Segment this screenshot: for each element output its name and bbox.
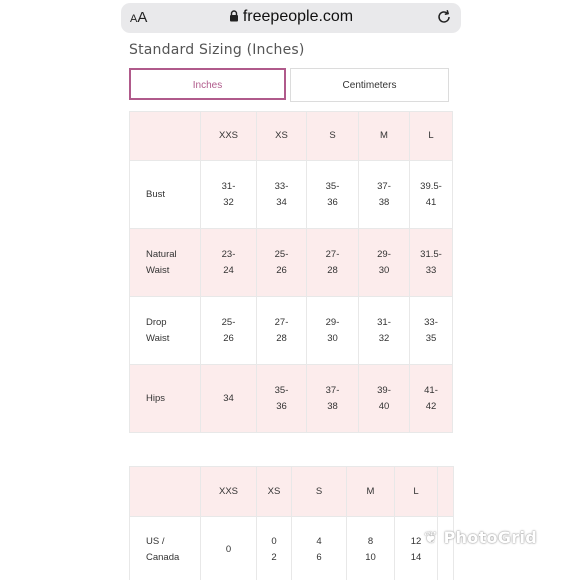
table-cell: 23- 24 <box>201 229 257 297</box>
url-text: freepeople.com <box>242 8 354 25</box>
phone-screen <box>110 0 470 580</box>
table-cell: 33- 34 <box>257 161 307 229</box>
size-header: S <box>307 112 359 161</box>
table-cell: 8 10 <box>347 517 395 580</box>
size-header: XS <box>257 112 307 161</box>
browser-address-bar[interactable] <box>121 3 461 33</box>
row-label: Natural Waist <box>130 229 201 297</box>
table-cell: 35- 36 <box>307 161 359 229</box>
size-header: M <box>359 112 410 161</box>
table-cell: 35- 36 <box>257 365 307 433</box>
reload-icon[interactable] <box>436 9 452 30</box>
table-cell: 4 6 <box>292 517 347 580</box>
header-empty-cell <box>130 112 201 161</box>
table-cell: 33- 35 <box>410 297 453 365</box>
table-cell: 31- 32 <box>201 161 257 229</box>
table-cell: 27- 28 <box>257 297 307 365</box>
size-header: XS <box>257 467 292 517</box>
size-header <box>438 467 454 517</box>
table-cell: 34 <box>201 365 257 433</box>
table-row <box>130 365 453 433</box>
page-title: Standard Sizing (Inches) <box>129 42 305 58</box>
table-cell <box>438 517 454 580</box>
table-cell: 37- 38 <box>359 161 410 229</box>
table-header-row <box>130 112 453 161</box>
table-cell: 29- 30 <box>307 297 359 365</box>
table-cell: 37- 38 <box>307 365 359 433</box>
table-cell: 31.5- 33 <box>410 229 453 297</box>
table-cell: 41- 42 <box>410 365 453 433</box>
size-conversion-table <box>129 466 454 580</box>
lock-icon <box>229 9 239 27</box>
row-label: US / Canada <box>130 517 201 580</box>
table-cell: 39- 40 <box>359 365 410 433</box>
table-row <box>130 517 454 580</box>
size-header: XXS <box>201 467 257 517</box>
table-cell: 0 2 <box>257 517 292 580</box>
photogrid-watermark: ❦ PhotoGrid <box>424 528 538 547</box>
row-label: Bust <box>130 161 201 229</box>
size-header: S <box>292 467 347 517</box>
table-row <box>130 161 453 229</box>
table-cell: 27- 28 <box>307 229 359 297</box>
size-header: XXS <box>201 112 257 161</box>
table-cell: 0 <box>201 517 257 580</box>
size-header: M <box>347 467 395 517</box>
tab-centimeters[interactable]: Centimeters <box>290 68 449 102</box>
unit-tabs <box>129 68 449 102</box>
header-empty-cell <box>130 467 201 517</box>
table-cell: 39.5- 41 <box>410 161 453 229</box>
text-size-button[interactable]: AA <box>130 9 148 26</box>
table-row <box>130 297 453 365</box>
url-display[interactable] <box>121 8 461 27</box>
photogrid-logo-icon: ❦ <box>424 528 438 547</box>
size-header: L <box>395 467 438 517</box>
table-cell: 12 14 <box>395 517 438 580</box>
table-cell: 29- 30 <box>359 229 410 297</box>
tab-inches[interactable]: Inches <box>129 68 286 100</box>
table-cell: 25- 26 <box>257 229 307 297</box>
row-label: Drop Waist <box>130 297 201 365</box>
measurements-table <box>129 111 453 433</box>
table-cell: 25- 26 <box>201 297 257 365</box>
table-row <box>130 229 453 297</box>
table-header-row <box>130 467 454 517</box>
table-cell: 31- 32 <box>359 297 410 365</box>
size-header: L <box>410 112 453 161</box>
row-label: Hips <box>130 365 201 433</box>
